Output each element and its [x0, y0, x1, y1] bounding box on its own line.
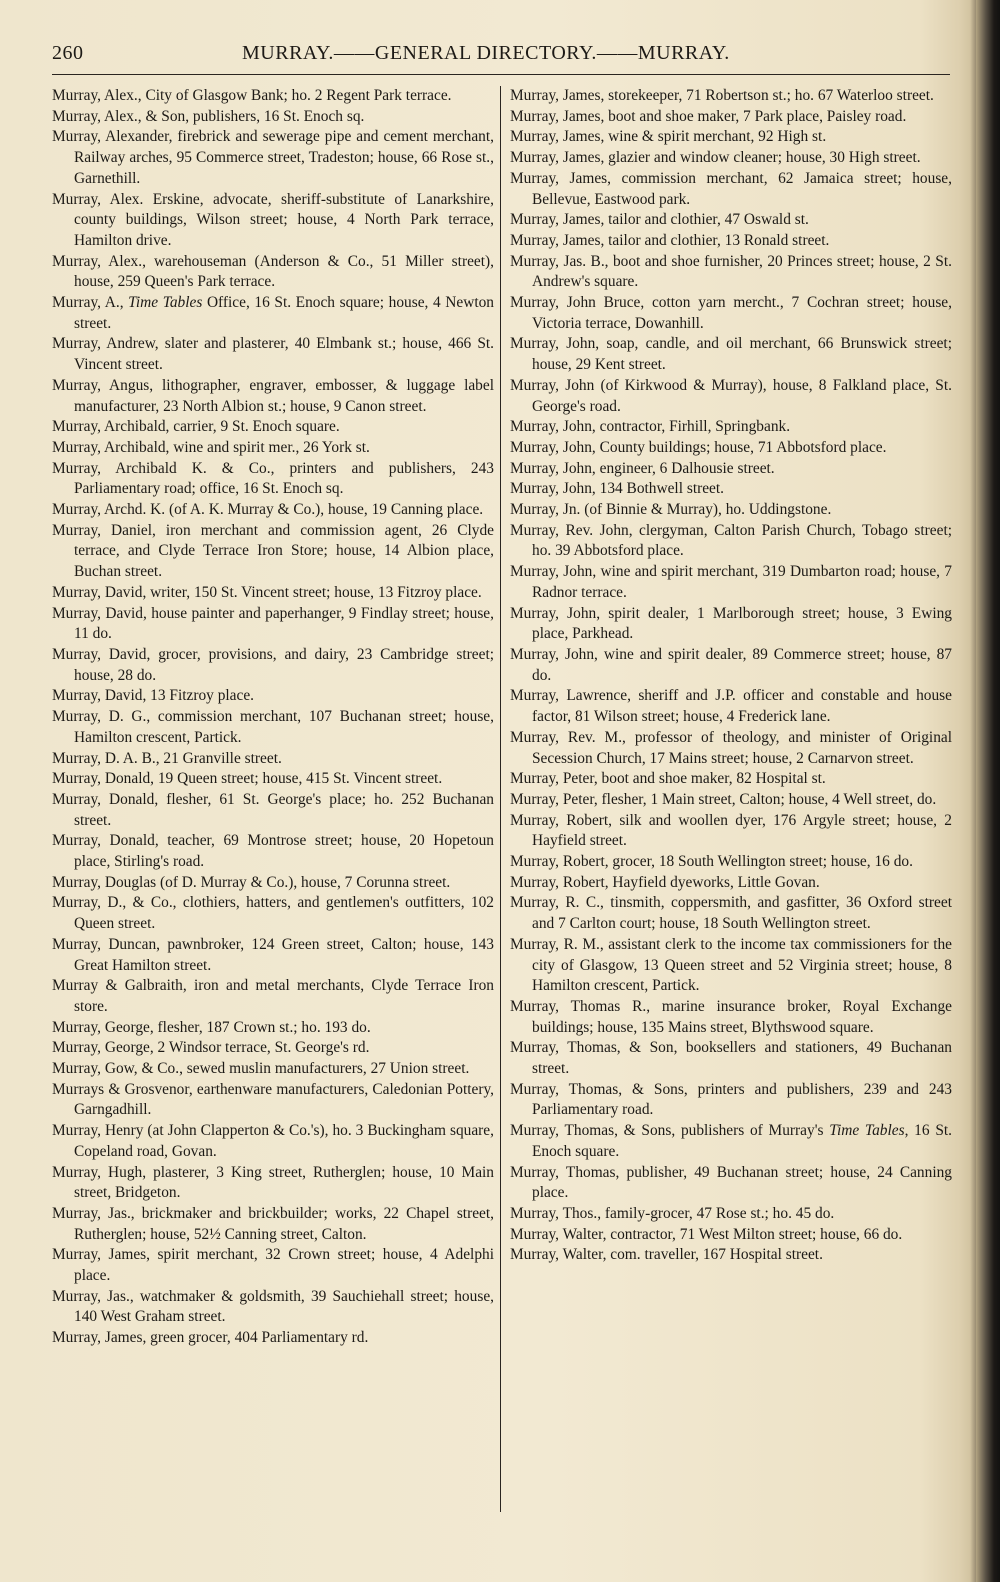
- directory-entry: Murray, Rev. M., professor of theology, and minister of Original Secession Church, 17 Mains street; house, 2 Carnarvon street.: [510, 728, 952, 767]
- directory-entry: Murray, James, spirit merchant, 32 Crown street; house, 4 Adelphi place.: [52, 1246, 494, 1285]
- directory-entry: Murray, Walter, contractor, 71 West Milton street; house, 66 do.: [510, 1225, 903, 1243]
- directory-entry: Murray, George, 2 Windsor terrace, St. George's rd.: [52, 1039, 370, 1057]
- running-head: MURRAY.——GENERAL DIRECTORY.——MURRAY.: [242, 42, 730, 64]
- directory-entry: Murray, D. G., commission merchant, 107 Buchanan street; house, Hamilton crescent, Partick.: [52, 708, 494, 746]
- directory-entry: Murray, Andrew, slater and plasterer, 40 Elmbank st.; house, 466 St. Vincent street.: [52, 335, 494, 374]
- directory-entry: Murray, John, County buildings; house, 71 Abbotsford place.: [510, 438, 887, 456]
- directory-entry: Murray, Gow, & Co., sewed muslin manufacturers, 27 Union street.: [52, 1060, 470, 1078]
- directory-entry: Murray, Robert, grocer, 18 South Wellington street; house, 16 do.: [510, 853, 913, 871]
- directory-entry: Murray, Thomas R., marine insurance broker, Royal Exchange buildings; house, 135 Mains street, Blythswood square.: [510, 997, 952, 1036]
- directory-entry: Murray, Archibald K. & Co., printers and publishers, 243 Parliamentary road; office, 16 St. Enoch sq.: [52, 459, 494, 498]
- directory-entry: Murray, Thomas, publisher, 49 Buchanan street; house, 24 Canning place.: [510, 1163, 952, 1202]
- directory-entry: Murray & Galbraith, iron and metal merchants, Clyde Terrace Iron store.: [52, 977, 494, 1015]
- directory-entry: Murray, Thos., family-grocer, 47 Rose st.; ho. 45 do.: [510, 1204, 835, 1222]
- directory-entry: Murray, Douglas (of D. Murray & Co.), house, 7 Corunna street.: [52, 873, 451, 891]
- right-column: [510, 86, 952, 1266]
- directory-entry: Murray, John, contractor, Firhill, Springbank.: [510, 418, 791, 436]
- directory-entry: Murray, Angus, lithographer, engraver, embosser, & luggage label manufacturer, 23 North Albion st.; house, 9 Canon street.: [52, 376, 494, 415]
- directory-entry: Murray, John Bruce, cotton yarn mercht., 7 Cochran street; house, Victoria terrace, Dowanhill.: [510, 294, 952, 332]
- directory-entry: Murray, Alex., & Son, publishers, 16 St. Enoch sq.: [52, 107, 365, 125]
- directory-entry: Murray, R. M., assistant clerk to the income tax commissioners for the city of Glasgow, 13 Queen street and 52 Virginia street; house, 8 Hamilton crescent, Partick.: [510, 935, 952, 995]
- directory-entry: Murray, James, tailor and clothier, 47 Oswald st.: [510, 211, 809, 229]
- book-binding: [976, 0, 1000, 1582]
- directory-entry: Murray, Peter, flesher, 1 Main street, Calton; house, 4 Well street, do.: [510, 790, 937, 808]
- header-rule: [52, 74, 950, 75]
- directory-entry: Murray, John (of Kirkwood & Murray), house, 8 Falkland place, St. George's road.: [510, 376, 952, 415]
- directory-entry: Murray, David, house painter and paperhanger, 9 Findlay street; house, 11 do.: [52, 604, 494, 643]
- directory-entry: Murray, Donald, flesher, 61 St. George's place; ho. 252 Buchanan street.: [52, 790, 494, 829]
- directory-entry: Murray, John, wine and spirit dealer, 89 Commerce street; house, 87 do.: [510, 645, 952, 684]
- directory-entry: Murray, James, storekeeper, 71 Robertson st.; ho. 67 Waterloo street.: [510, 87, 934, 104]
- directory-entry: Murray, Archibald, wine and spirit mer., 26 York st.: [52, 438, 370, 456]
- directory-entry: Murray, Duncan, pawnbroker, 124 Green street, Calton; house, 143 Great Hamilton street.: [52, 935, 494, 974]
- directory-entry: Murray, Thomas, & Sons, printers and publishers, 239 and 243 Parliamentary road.: [510, 1080, 952, 1119]
- directory-entry: Murray, Henry (at John Clapperton & Co.'s), ho. 3 Buckingham square, Copeland road, Govan.: [52, 1122, 494, 1160]
- directory-entry: Murray, Alexander, firebrick and sewerage pipe and cement merchant, Railway arches, 95 Commerce street, Tradeston; house, 66 Rose st., Garnethill.: [52, 128, 494, 187]
- directory-entry: Murray, James, tailor and clothier, 13 Ronald street.: [510, 231, 830, 249]
- directory-entry: Murray, James, green grocer, 404 Parliamentary rd.: [52, 1329, 369, 1347]
- directory-entry: Murray, Thomas, & Son, booksellers and stationers, 49 Buchanan street.: [510, 1039, 952, 1078]
- directory-entry: Murray, Peter, boot and shoe maker, 82 Hospital st.: [510, 770, 826, 788]
- directory-entry: Murray, Lawrence, sheriff and J.P. officer and constable and house factor, 81 Wilson street; house, 4 Frederick lane.: [510, 687, 952, 726]
- directory-entry: Murray, George, flesher, 187 Crown st.; ho. 193 do.: [52, 1018, 371, 1036]
- directory-entry: Murray, James, commission merchant, 62 Jamaica street; house, Bellevue, Eastwood park.: [510, 169, 952, 208]
- directory-entry: Murray, John, spirit dealer, 1 Marlborough street; house, 3 Ewing place, Parkhead.: [510, 604, 952, 643]
- left-column: [52, 86, 494, 1349]
- directory-entry: Murray, D., & Co., clothiers, hatters, and gentlemen's outfitters, 102 Queen street.: [52, 894, 494, 933]
- directory-entry: Murray, John, soap, candle, and oil merchant, 66 Brunswick street; house, 29 Kent street.: [510, 335, 952, 374]
- directory-entry: Murray, Jn. (of Binnie & Murray), ho. Uddingstone.: [510, 501, 832, 519]
- directory-entry: Murray, D. A. B., 21 Granville street.: [52, 749, 282, 767]
- directory-entry: Murray, Archd. K. (of A. K. Murray & Co.), house, 19 Canning place.: [52, 501, 484, 519]
- directory-entry: Murray, Alex. Erskine, advocate, sheriff-substitute of Lanarkshire, county buildings, Wilson street; house, 4 North Park terrace, Hamilton drive.: [52, 190, 494, 249]
- directory-entry: Murray, John, 134 Bothwell street.: [510, 480, 725, 498]
- directory-entry: Murray, A., Time Tables Office, 16 St. Enoch square; house, 4 Newton street.: [52, 294, 494, 332]
- directory-entry: Murray, David, writer, 150 St. Vincent street; house, 13 Fitzroy place.: [52, 583, 482, 601]
- directory-entry: Murray, Jas. B., boot and shoe furnisher, 20 Princes street; house, 2 St. Andrew's square.: [510, 252, 952, 291]
- directory-entry: Murray, Donald, 19 Queen street; house, 415 St. Vincent street.: [52, 770, 443, 788]
- directory-entry: Murray, Jas., brickmaker and brickbuilder; works, 22 Chapel street, Rutherglen; house, 52½ Canning street, Calton.: [52, 1204, 494, 1243]
- directory-entry: Murray, James, wine & spirit merchant, 92 High st.: [510, 128, 827, 146]
- directory-entry: Murray, James, glazier and window cleaner; house, 30 High street.: [510, 149, 921, 167]
- page-number: 260: [52, 42, 84, 64]
- directory-entry: Murray, Rev. John, clergyman, Calton Parish Church, Tobago street; ho. 39 Abbotsford place.: [510, 521, 952, 560]
- directory-entry: Murrays & Grosvenor, earthenware manufacturers, Caledonian Pottery, Garngadhill.: [52, 1080, 494, 1119]
- directory-entry: Murray, James, boot and shoe maker, 7 Park place, Paisley road.: [510, 107, 907, 125]
- directory-entry: Murray, John, engineer, 6 Dalhousie street.: [510, 459, 775, 477]
- directory-entry: Murray, Thomas, & Sons, publishers of Murray's Time Tables, 16 St. Enoch square.: [510, 1122, 952, 1160]
- directory-entry: Murray, Archibald, carrier, 9 St. Enoch square.: [52, 418, 340, 436]
- directory-entry: Murray, Alex., City of Glasgow Bank; ho. 2 Regent Park terrace.: [52, 87, 452, 104]
- column-divider: [500, 86, 501, 1512]
- directory-entry: Murray, Robert, silk and woollen dyer, 176 Argyle street; house, 2 Hayfield street.: [510, 811, 952, 850]
- directory-entry: Murray, David, 13 Fitzroy place.: [52, 687, 255, 705]
- directory-entry: Murray, Jas., watchmaker & goldsmith, 39 Sauchiehall street; house, 140 West Graham street.: [52, 1287, 494, 1326]
- directory-entry: Murray, Alex., warehouseman (Anderson & Co., 51 Miller street), house, 259 Queen's Park terrace.: [52, 252, 494, 291]
- directory-entry: Murray, Donald, teacher, 69 Montrose street; house, 20 Hopetoun place, Stirling's road.: [52, 832, 494, 871]
- directory-entry: Murray, Hugh, plasterer, 3 King street, Rutherglen; house, 10 Main street, Bridgeton.: [52, 1163, 494, 1202]
- directory-entry: Murray, Robert, Hayfield dyeworks, Little Govan.: [510, 873, 820, 891]
- directory-entry: Murray, John, wine and spirit merchant, 319 Dumbarton road; house, 7 Radnor terrace.: [510, 563, 952, 601]
- directory-entry: Murray, David, grocer, provisions, and dairy, 23 Cambridge street; house, 28 do.: [52, 645, 494, 684]
- directory-entry: Murray, R. C., tinsmith, coppersmith, and gasfitter, 36 Oxford street and 7 Carlton court; house, 18 South Wellington street.: [510, 894, 952, 933]
- page-header: [52, 42, 952, 72]
- directory-entry: Murray, Walter, com. traveller, 167 Hospital street.: [510, 1246, 823, 1264]
- directory-entry: Murray, Daniel, iron merchant and commission agent, 26 Clyde terrace, and Clyde Terrace Iron Store; house, 14 Albion place, Buchan street.: [52, 521, 494, 581]
